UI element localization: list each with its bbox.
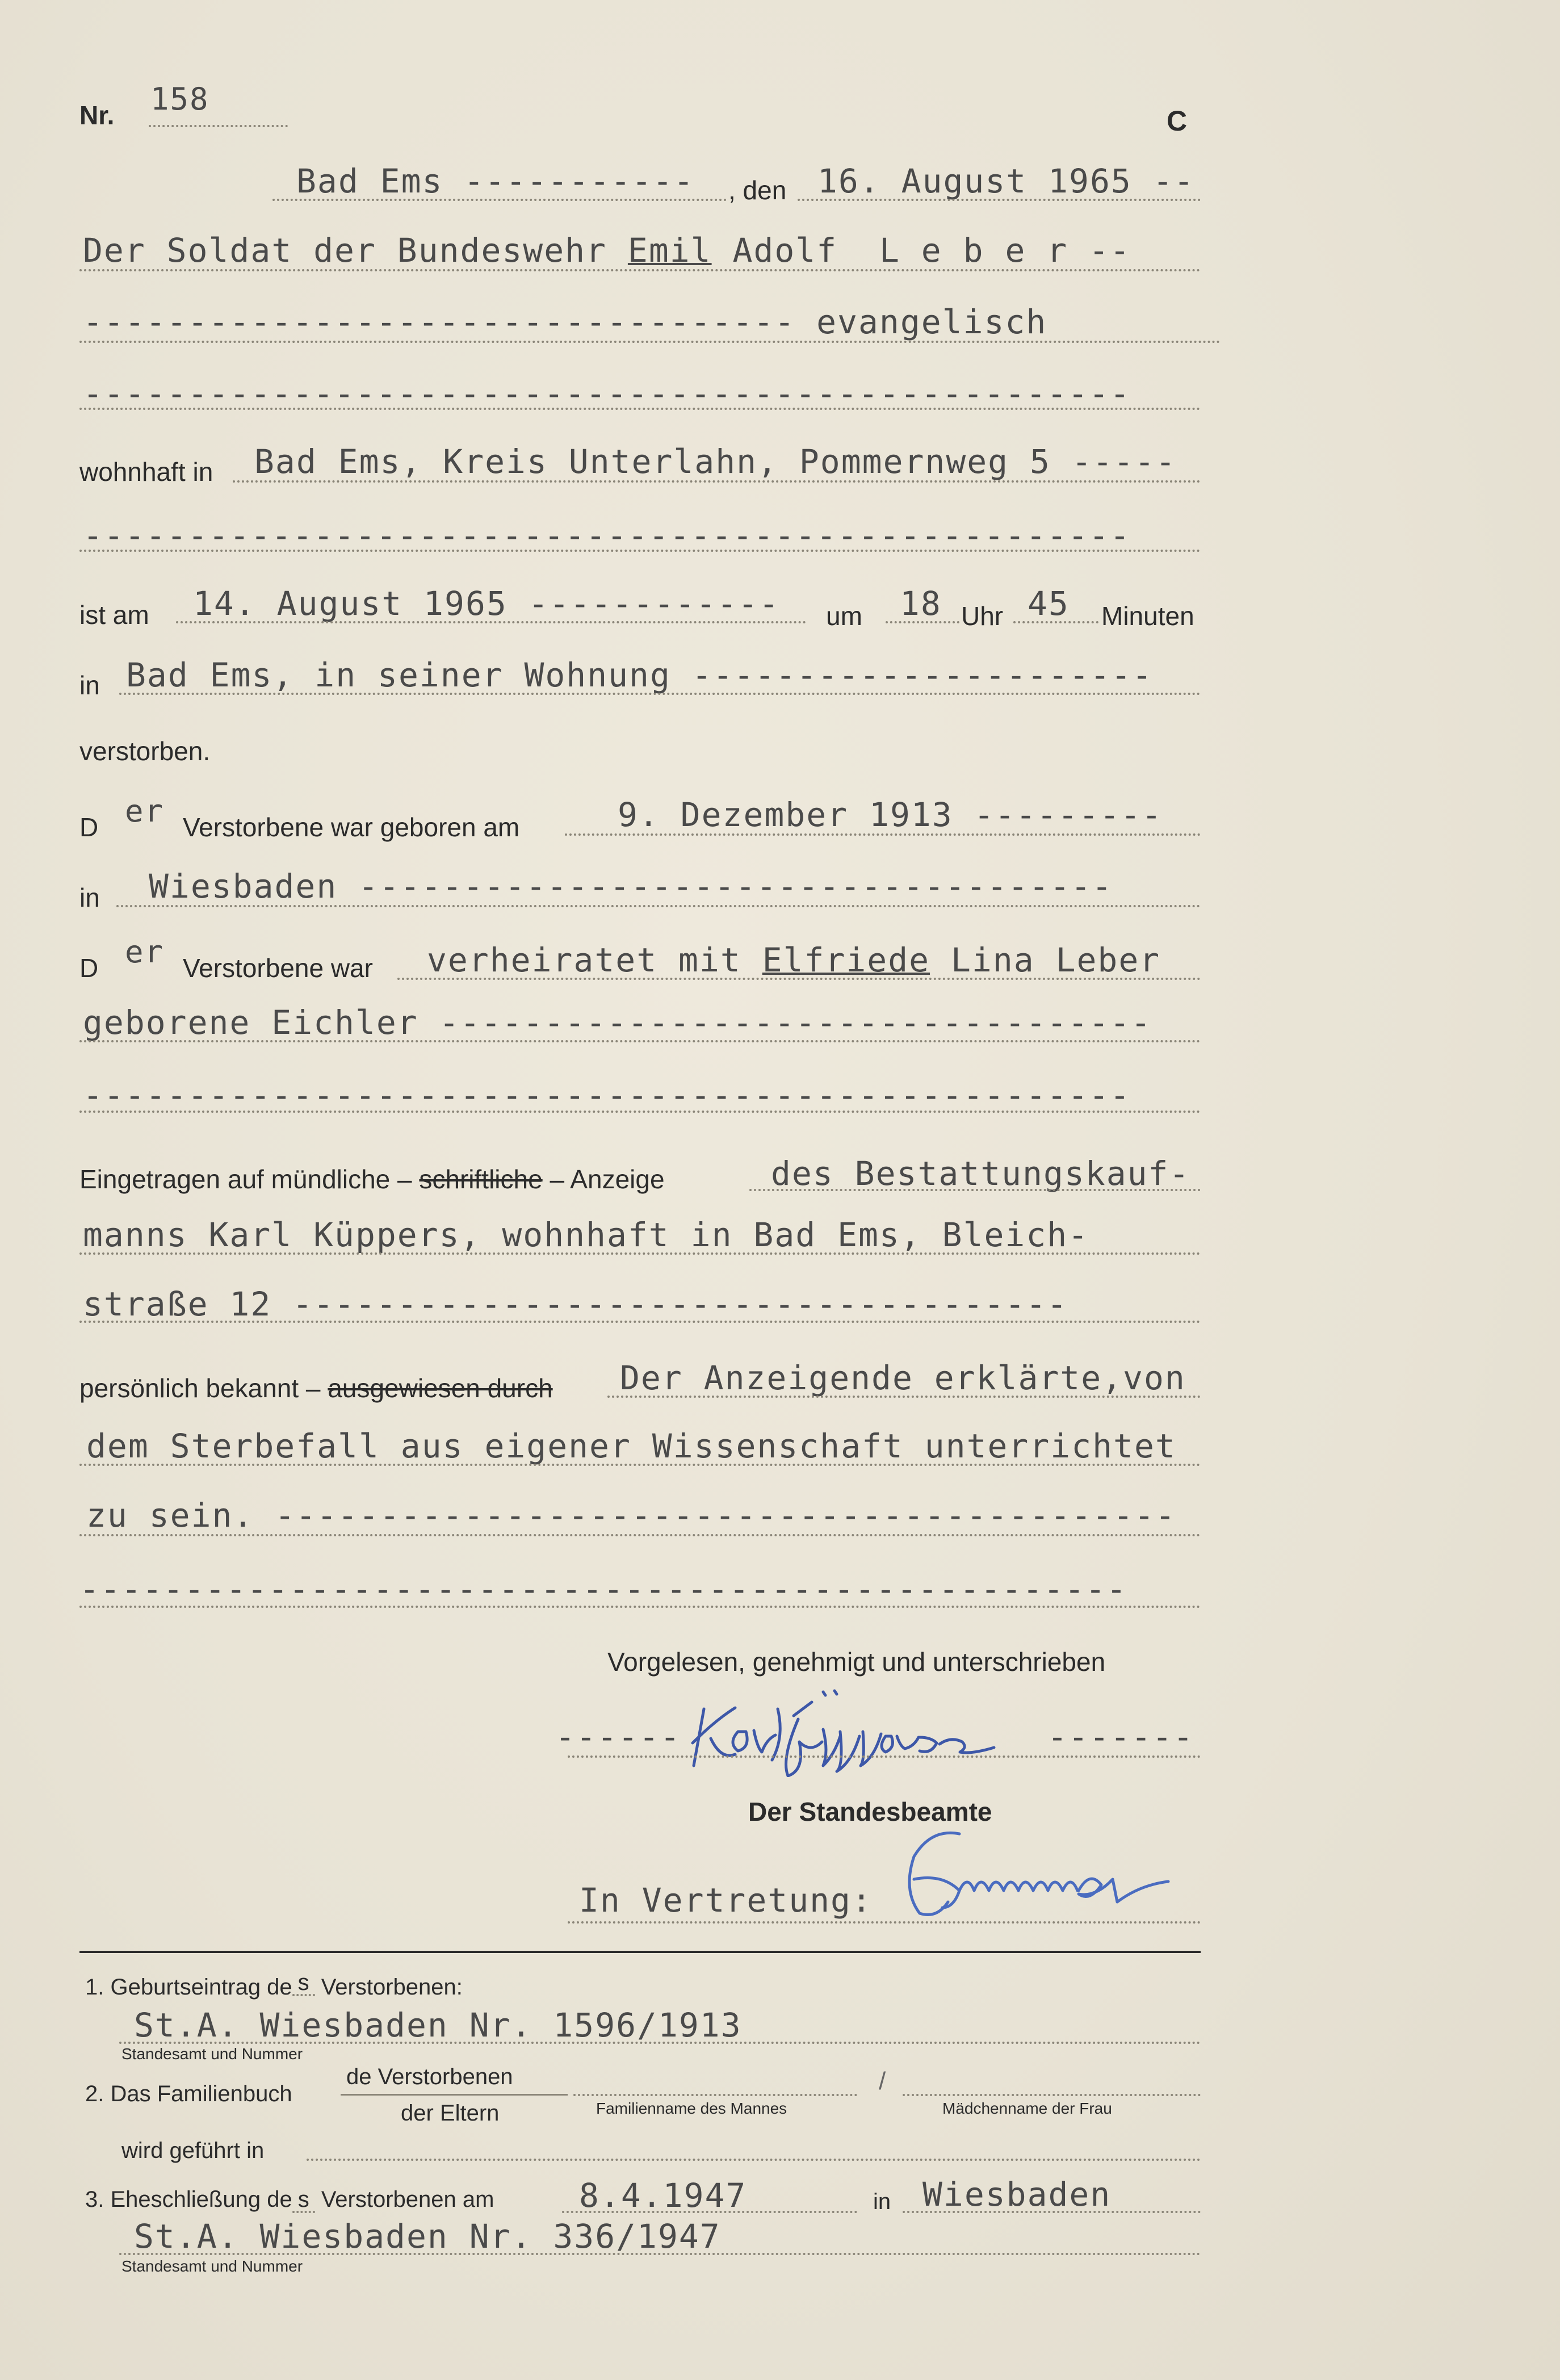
death-date: 14. August 1965 ------------: [193, 584, 780, 623]
informant-underline-3: [79, 1321, 1201, 1323]
person-line-1: Der Soldat der Bundeswehr Emil Adolf L e b e r --: [83, 231, 1131, 270]
informant-1: des Bestattungskauf-: [771, 1154, 1190, 1193]
bekannt-label: persönlich bekannt – ausgewiesen durch: [79, 1373, 553, 1403]
standesbeamte-label: Der Standesbeamte: [748, 1797, 992, 1826]
footer-marriage-place: Wiesbaden: [922, 2175, 1112, 2214]
vorgelesen-text: Vorgelesen, genehmigt und unterschrieben: [607, 1647, 1106, 1677]
footer-standesamt-2: Standesamt und Nummer: [121, 2257, 303, 2275]
footer-birth-entry: St.A. Wiesbaden Nr. 1596/1913: [134, 2006, 742, 2044]
nr-label: Nr.: [79, 100, 115, 130]
signature-dashes-right: -------: [1047, 1717, 1194, 1756]
person-underline-2: [79, 341, 1221, 343]
statement-underline-1: [607, 1396, 1201, 1398]
footer-maedchenname-underline: [903, 2094, 1201, 2096]
statement-underline-2: [79, 1464, 1201, 1466]
footer-wird-gefuehrt-underline: [307, 2159, 1201, 2161]
minutes-underline: [1013, 621, 1098, 623]
statement-underline-4: [79, 1606, 1201, 1608]
footer-familienname-underline: [573, 2094, 857, 2096]
footer-familienbuch-top: de Verstorbenen: [346, 2064, 513, 2089]
person-underline-1: [79, 269, 1201, 271]
death-date-underline: [176, 621, 806, 623]
um-label: um: [826, 601, 862, 631]
marriage-underline: [397, 978, 1201, 980]
footer-in-label: in: [873, 2189, 891, 2214]
person-first-name: Emil: [627, 231, 712, 270]
born-label: Verstorbene war geboren am: [183, 812, 520, 842]
informant-underline-1: [749, 1189, 1201, 1191]
footer-item-3-label: 3. Eheschließung de s Verstorbenen am: [85, 2187, 494, 2212]
residence-line-2: --------------------------------------------------: [83, 516, 1131, 555]
footer-marriage-place-underline: [903, 2211, 1201, 2213]
footer-fraction-line: [341, 2094, 568, 2096]
married-label: Verstorbene war: [183, 953, 373, 983]
struck-ausgewiesen: ausgewiesen durch: [328, 1373, 553, 1403]
footer-birth-underline: [119, 2042, 1201, 2044]
date-underline: [798, 199, 1201, 201]
vertretung-label: In Vertretung:: [579, 1881, 873, 1920]
spouse-underline: [79, 1040, 1201, 1042]
statement-underline-3: [79, 1534, 1201, 1536]
residence: Bad Ems, Kreis Unterlahn, Pommernweg 5 -----: [254, 442, 1177, 481]
footer-item-1-label: 1. Geburtseintrag de s Verstorbenen:: [85, 1970, 463, 2000]
footer-rule: [79, 1951, 1201, 1953]
place-underline: [272, 199, 727, 201]
statement-3: zu sein. -------------------------------------------: [86, 1496, 1176, 1535]
hour-underline: [886, 621, 959, 623]
footer-wird-gefuehrt: wird geführt in: [121, 2138, 265, 2163]
death-place: Bad Ems, in seiner Wohnung ----------------------: [126, 656, 1154, 694]
footer-slash: /: [879, 2067, 886, 2095]
informant-underline-2: [79, 1252, 1201, 1255]
informant-3: straße 12 -------------------------------------: [83, 1285, 1068, 1323]
birth-date-underline: [565, 833, 1201, 836]
blank-line: --------------------------------------------------: [83, 1076, 1131, 1114]
informant-signature: [681, 1675, 1033, 1777]
footer-standesamt-1: Standesamt und Nummer: [121, 2045, 303, 2063]
informant-2: manns Karl Küppers, wohnhaft in Bad Ems, Bleich-: [83, 1216, 1089, 1254]
footer-familienbuch-bottom: der Eltern: [401, 2101, 500, 2126]
birth-date: 9. Dezember 1913 ---------: [618, 795, 1163, 834]
registry-place: Bad Ems -----------: [296, 162, 695, 200]
statement-2: dem Sterbefall aus eigener Wissenschaft unterrichtet: [86, 1427, 1176, 1465]
statement-4: --------------------------------------------------: [79, 1570, 1127, 1608]
spouse-birthname: geborene Eichler ----------------------------------: [83, 1003, 1152, 1042]
spouse-first-name: Elfriede: [762, 941, 930, 979]
statement-1: Der Anzeigende erklärte,von: [620, 1359, 1186, 1397]
vertretung-underline: [568, 1921, 1201, 1924]
residence-underline: [233, 480, 1201, 483]
residence-underline-2: [79, 550, 1201, 552]
death-hour: 18: [900, 584, 942, 623]
nr-underline: [149, 125, 288, 127]
blank-underline: [79, 1111, 1201, 1113]
gender-suffix-2: er: [125, 934, 165, 970]
in-label-2: in: [79, 883, 100, 912]
birth-place-underline: [116, 905, 1201, 907]
footer-item-2-label: 2. Das Familienbuch: [85, 2081, 292, 2106]
d-label-1: D: [79, 812, 99, 842]
corner-letter: C: [1167, 105, 1188, 137]
registry-date: 16. August 1965 --: [817, 162, 1195, 200]
d-label-2: D: [79, 953, 99, 983]
registrar-signature: [897, 1817, 1238, 1930]
person-line-2: ---------------------------------- evangelisch: [83, 303, 1047, 341]
birth-place: Wiesbaden ------------------------------------: [149, 867, 1113, 906]
nr-value: 158: [150, 81, 209, 117]
gender-suffix-1: er: [125, 793, 165, 829]
ist-am-label: ist am: [79, 600, 149, 630]
verstorben-label: verstorben.: [79, 736, 211, 766]
wohnhaft-label: wohnhaft in: [79, 457, 213, 487]
signature-underline: [568, 1755, 1201, 1758]
footer-maedchenname-label: Mädchenname der Frau: [942, 2100, 1112, 2117]
death-place-underline: [119, 693, 1201, 695]
eingetragen-label: Eingetragen auf mündliche – schriftliche – Anzeige: [79, 1164, 665, 1194]
signature-dashes-left: ------: [555, 1717, 681, 1756]
in-label-1: in: [79, 671, 100, 700]
footer-marriage-entry: St.A. Wiesbaden Nr. 336/1947: [134, 2217, 721, 2256]
uhr-label: Uhr: [961, 601, 1004, 631]
footer-marriage-date: 8.4.1947: [579, 2176, 747, 2215]
footer-familienname-label: Familienname des Mannes: [596, 2100, 787, 2117]
person-line-3: --------------------------------------------------: [83, 374, 1131, 413]
death-minutes: 45: [1028, 584, 1070, 623]
person-underline-3: [79, 408, 1201, 410]
footer-marriage-underline: [119, 2253, 1201, 2255]
struck-schriftliche: schriftliche: [419, 1164, 543, 1194]
marriage-line: verheiratet mit Elfriede Lina Leber: [427, 941, 1161, 979]
den-label: , den: [728, 175, 787, 205]
footer-marriage-date-underline: [562, 2211, 857, 2213]
minuten-label: Minuten: [1101, 601, 1194, 631]
